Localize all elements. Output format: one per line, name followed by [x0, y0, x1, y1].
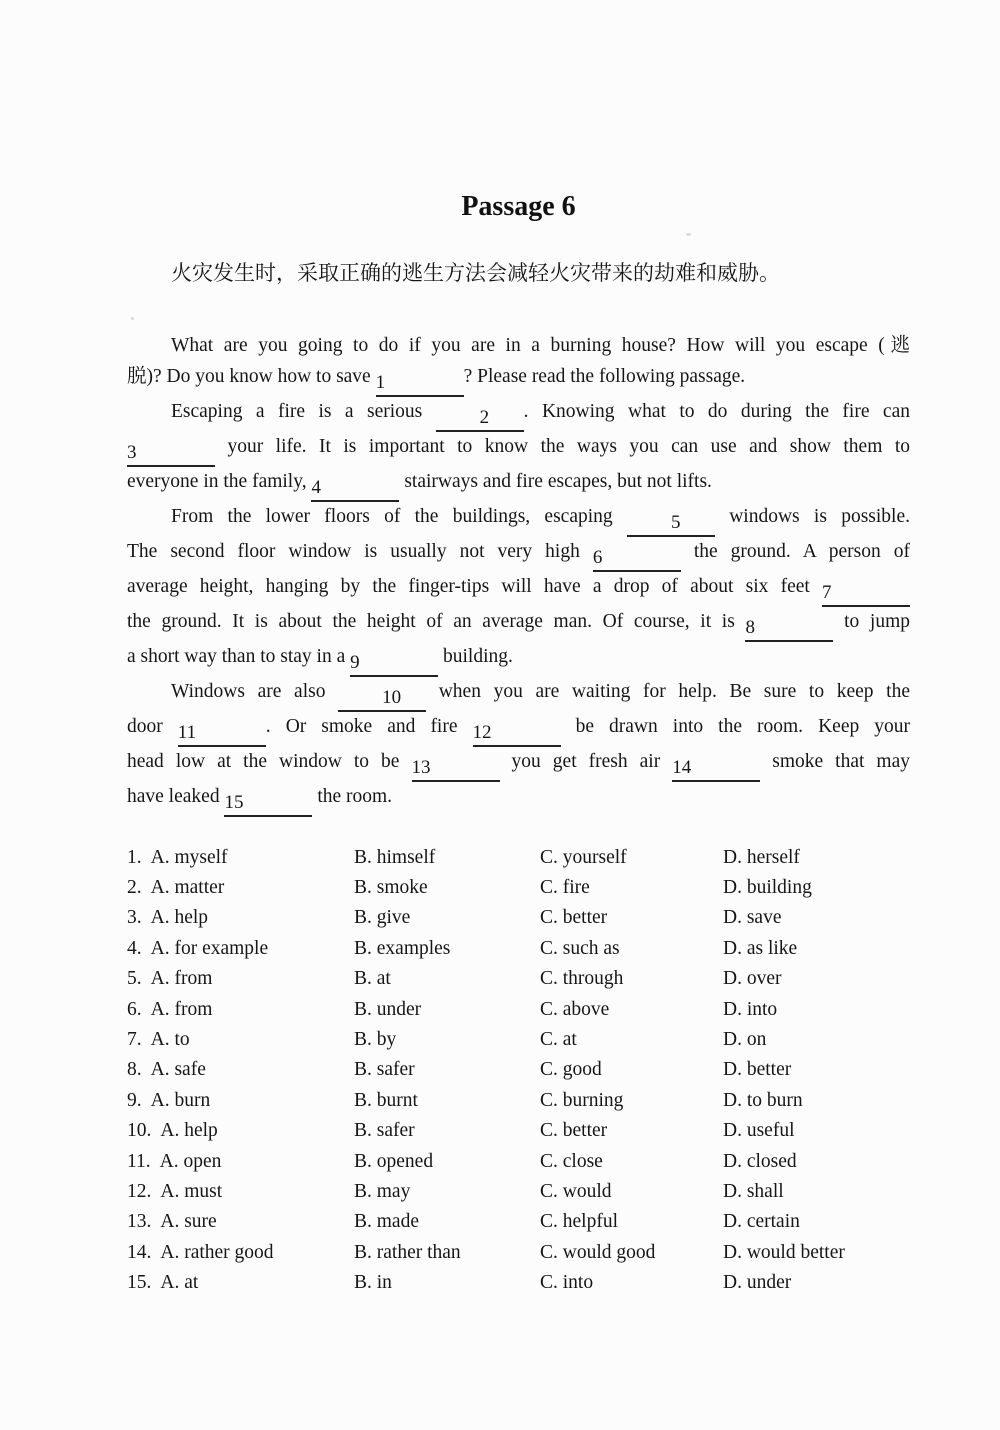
passage-text-segment: Windows are also — [171, 680, 339, 702]
passage-line — [127, 642, 910, 677]
option-cell-b — [354, 873, 540, 903]
option-label: B. may — [354, 1180, 411, 1202]
option-cell-b — [354, 1207, 540, 1237]
option-cell-b — [354, 1086, 540, 1116]
option-label: B. examples — [354, 937, 451, 959]
passage-text-segment: . Or smoke and fire — [265, 715, 473, 737]
page-title: Passage 6 — [461, 191, 576, 222]
passage-line — [127, 537, 910, 572]
blank-7: 7 — [822, 581, 910, 607]
page-content — [127, 0, 910, 1299]
option-cell-a — [127, 1147, 354, 1177]
question-number: 5. — [127, 968, 142, 990]
option-label: D. would better — [723, 1241, 845, 1263]
option-label: B. at — [354, 968, 391, 990]
question-number: 2. — [127, 876, 142, 898]
option-label: D. useful — [723, 1120, 795, 1142]
option-label: D. shall — [723, 1180, 784, 1202]
option-label: D. under — [723, 1272, 792, 1294]
option-label: C. into — [540, 1272, 594, 1294]
blank-12: 12 — [473, 721, 561, 747]
blank-13: 13 — [412, 756, 500, 782]
passage-line — [127, 607, 910, 642]
option-cell-d — [723, 1025, 910, 1055]
option-cell-d — [723, 934, 910, 964]
option-label: B. himself — [354, 846, 436, 868]
option-cell-b — [354, 1177, 540, 1207]
option-cell-b — [354, 1025, 540, 1055]
question-number: 4. — [127, 937, 142, 959]
option-cell-b — [354, 1055, 540, 1085]
option-label: A. must — [160, 1180, 223, 1202]
option-label: D. better — [723, 1059, 792, 1081]
option-label: B. safer — [354, 1120, 415, 1142]
option-cell-c — [540, 1207, 723, 1237]
passage-line — [127, 467, 910, 502]
question-number: 15. — [127, 1272, 152, 1294]
option-cell-d — [723, 1207, 910, 1237]
option-cell-d — [723, 1116, 910, 1146]
passage-text-segment: smoke that may — [760, 750, 910, 772]
passage-line — [127, 677, 910, 712]
option-cell-a — [127, 964, 354, 994]
option-label: C. would — [540, 1180, 612, 1202]
option-label: C. better — [540, 1120, 608, 1142]
question-number: 12. — [127, 1180, 152, 1202]
option-cell-a — [127, 1207, 354, 1237]
option-cell-d — [723, 1177, 910, 1207]
option-cell-b — [354, 1238, 540, 1268]
question-row — [127, 1207, 910, 1237]
question-number: 1. — [127, 846, 142, 868]
passage-line — [127, 432, 910, 467]
option-label: C. helpful — [540, 1211, 618, 1233]
option-cell-b — [354, 1268, 540, 1298]
passage-text-segment: building. — [438, 645, 513, 667]
option-cell-b — [354, 903, 540, 933]
passage-text-segment: windows is possible. — [714, 505, 910, 527]
option-label: A. help — [160, 1120, 218, 1142]
option-cell-c — [540, 1025, 723, 1055]
question-row — [127, 1177, 910, 1207]
option-label: B. rather than — [354, 1241, 461, 1263]
question-row — [127, 995, 910, 1025]
option-cell-d — [723, 964, 910, 994]
option-cell-c — [540, 1238, 723, 1268]
option-cell-d — [723, 1147, 910, 1177]
passage-text-segment: head low at the window to be — [127, 750, 412, 772]
passage-text-segment: The second floor window is usually not very high — [127, 540, 593, 562]
option-label: B. smoke — [354, 876, 428, 898]
question-row — [127, 873, 910, 903]
option-cell-c — [540, 903, 723, 933]
option-label: C. fire — [540, 876, 590, 898]
passage-text-segment: 脱)? Do you know how to save — [127, 365, 376, 387]
passage-line — [127, 331, 910, 362]
blank-4: 4 — [311, 476, 399, 502]
option-label: B. in — [354, 1272, 392, 1294]
question-number: 9. — [127, 1089, 142, 1111]
option-label: B. burnt — [354, 1089, 418, 1111]
option-label: B. opened — [354, 1150, 434, 1172]
passage-text-segment: the room. — [312, 785, 393, 807]
question-number: 13. — [127, 1211, 152, 1233]
option-cell-a — [127, 1177, 354, 1207]
blank-1: 1 — [376, 371, 464, 397]
option-label: C. through — [540, 968, 624, 990]
option-label: C. such as — [540, 937, 620, 959]
option-label: C. burning — [540, 1089, 624, 1111]
blank-9: 9 — [350, 651, 438, 677]
option-label: A. safe — [150, 1059, 206, 1081]
option-label: A. help — [150, 907, 209, 929]
questions-list — [127, 843, 910, 1299]
option-cell-d — [723, 843, 910, 873]
option-cell-c — [540, 1268, 723, 1298]
passage-text-segment: to jump — [833, 610, 910, 632]
option-label: A. matter — [150, 876, 225, 898]
option-label: C. yourself — [540, 846, 627, 868]
passage-text-segment: you get fresh air — [499, 750, 673, 772]
option-cell-c — [540, 1147, 723, 1177]
option-cell-c — [540, 995, 723, 1025]
blank-10: 10 — [338, 686, 426, 712]
option-cell-b — [354, 934, 540, 964]
option-label: C. above — [540, 998, 610, 1020]
option-cell-a — [127, 903, 354, 933]
blank-6: 6 — [593, 546, 681, 572]
question-row — [127, 1055, 910, 1085]
option-label: D. save — [723, 907, 782, 929]
blank-3: 3 — [127, 441, 215, 467]
option-label: B. under — [354, 998, 422, 1020]
option-cell-a — [127, 1086, 354, 1116]
passage-text-segment: What are you going to do if you are in a burning house? How will you escape (逃 — [171, 335, 910, 356]
option-cell-c — [540, 934, 723, 964]
option-label: A. burn — [150, 1089, 211, 1111]
option-label: A. myself — [150, 846, 228, 868]
option-label: A. at — [160, 1272, 199, 1294]
option-label: D. building — [723, 876, 812, 898]
option-label: D. over — [723, 968, 782, 990]
option-cell-a — [127, 1025, 354, 1055]
blank-11: 11 — [178, 721, 266, 747]
question-number: 6. — [127, 998, 142, 1020]
option-label: B. safer — [354, 1059, 415, 1081]
passage-text-segment: average height, hanging by the finger-tips will have a drop of about six feet — [127, 575, 822, 597]
option-label: D. as like — [723, 937, 798, 959]
passage-text-segment: door — [127, 715, 178, 737]
question-row — [127, 1116, 910, 1146]
question-row — [127, 1268, 910, 1298]
passage-text-segment: stairways and fire escapes, but not lifts. — [399, 470, 712, 492]
option-cell-d — [723, 1086, 910, 1116]
passage-line — [127, 572, 910, 607]
option-cell-a — [127, 1055, 354, 1085]
passage-text-segment: . Knowing what to do during the fire can — [523, 400, 910, 422]
option-cell-d — [723, 1238, 910, 1268]
option-cell-c — [540, 1116, 723, 1146]
blank-15: 15 — [224, 791, 312, 817]
passage-text-segment: when you are waiting for help. Be sure to keep the — [426, 680, 910, 702]
chinese-intro-note: 火灾发生时，采取正确的逃生方法会减轻火灾带来的劫难和威胁。 — [171, 261, 780, 285]
option-cell-b — [354, 995, 540, 1025]
passage-text-segment: a short way than to stay in a — [127, 645, 351, 667]
option-cell-a — [127, 873, 354, 903]
passage-text-segment: From the lower floors of the buildings, escaping — [171, 505, 627, 527]
option-cell-a — [127, 843, 354, 873]
option-cell-b — [354, 1116, 540, 1146]
option-label: A. from — [150, 968, 213, 990]
passage-text-segment: the ground. A person of — [680, 540, 910, 562]
passage-line — [127, 397, 910, 432]
option-cell-b — [354, 1147, 540, 1177]
question-row — [127, 964, 910, 994]
passage-line — [127, 502, 910, 537]
question-row — [127, 1238, 910, 1268]
option-cell-d — [723, 873, 910, 903]
option-label: D. to burn — [723, 1089, 803, 1111]
option-cell-d — [723, 903, 910, 933]
option-label: C. close — [540, 1150, 603, 1172]
option-label: C. would good — [540, 1241, 656, 1263]
blank-5: 5 — [627, 511, 715, 537]
option-label: B. made — [354, 1211, 419, 1233]
passage-text-segment: everyone in the family, — [127, 470, 312, 492]
option-cell-c — [540, 1086, 723, 1116]
passage-text-segment: be drawn into the room. Keep your — [560, 715, 911, 737]
option-cell-d — [723, 995, 910, 1025]
option-label: A. rather good — [160, 1241, 274, 1263]
option-label: C. better — [540, 907, 608, 929]
passage-text-segment: your life. It is important to know the ways you can use and show them to — [215, 435, 910, 457]
option-label: A. to — [150, 1028, 190, 1050]
passage-text-segment: ? Please read the following passage. — [463, 365, 746, 387]
question-number: 10. — [127, 1120, 152, 1142]
passage-text — [127, 331, 910, 817]
question-row — [127, 934, 910, 964]
option-cell-a — [127, 1116, 354, 1146]
option-label: B. give — [354, 907, 411, 929]
question-number: 3. — [127, 907, 142, 929]
option-cell-c — [540, 1055, 723, 1085]
option-cell-a — [127, 995, 354, 1025]
passage-line — [127, 747, 910, 782]
question-number: 7. — [127, 1028, 142, 1050]
blank-14: 14 — [672, 756, 760, 782]
option-label: D. herself — [723, 846, 800, 868]
question-number: 11. — [127, 1150, 151, 1172]
option-label: D. into — [723, 998, 778, 1020]
passage-text-segment: Escaping a fire is a serious — [171, 400, 436, 422]
option-label: D. certain — [723, 1211, 800, 1233]
option-cell-b — [354, 964, 540, 994]
option-cell-c — [540, 964, 723, 994]
passage-line — [127, 362, 910, 397]
question-row — [127, 1086, 910, 1116]
option-label: C. good — [540, 1059, 602, 1081]
question-row — [127, 843, 910, 873]
option-cell-a — [127, 934, 354, 964]
option-cell-c — [540, 873, 723, 903]
option-cell-d — [723, 1055, 910, 1085]
question-number: 14. — [127, 1241, 152, 1263]
passage-text-segment: have leaked — [127, 785, 225, 807]
option-cell-c — [540, 843, 723, 873]
question-row — [127, 1025, 910, 1055]
option-label: A. for example — [150, 937, 269, 959]
question-row — [127, 903, 910, 933]
blank-8: 8 — [745, 616, 833, 642]
option-label: B. by — [354, 1028, 397, 1050]
option-label: A. open — [159, 1150, 222, 1172]
blank-2: 2 — [436, 406, 524, 432]
passage-line — [127, 782, 910, 817]
question-number: 8. — [127, 1059, 142, 1081]
option-label: A. sure — [160, 1211, 217, 1233]
option-label: D. closed — [723, 1150, 797, 1172]
option-cell-a — [127, 1238, 354, 1268]
passage-line — [127, 712, 910, 747]
passage-text-segment: the ground. It is about the height of an average man. Of course, it is — [127, 610, 746, 632]
option-label: C. at — [540, 1028, 577, 1050]
question-row — [127, 1147, 910, 1177]
option-label: A. from — [150, 998, 213, 1020]
option-cell-c — [540, 1177, 723, 1207]
option-label: D. on — [723, 1028, 767, 1050]
option-cell-a — [127, 1268, 354, 1298]
option-cell-d — [723, 1268, 910, 1298]
option-cell-b — [354, 843, 540, 873]
